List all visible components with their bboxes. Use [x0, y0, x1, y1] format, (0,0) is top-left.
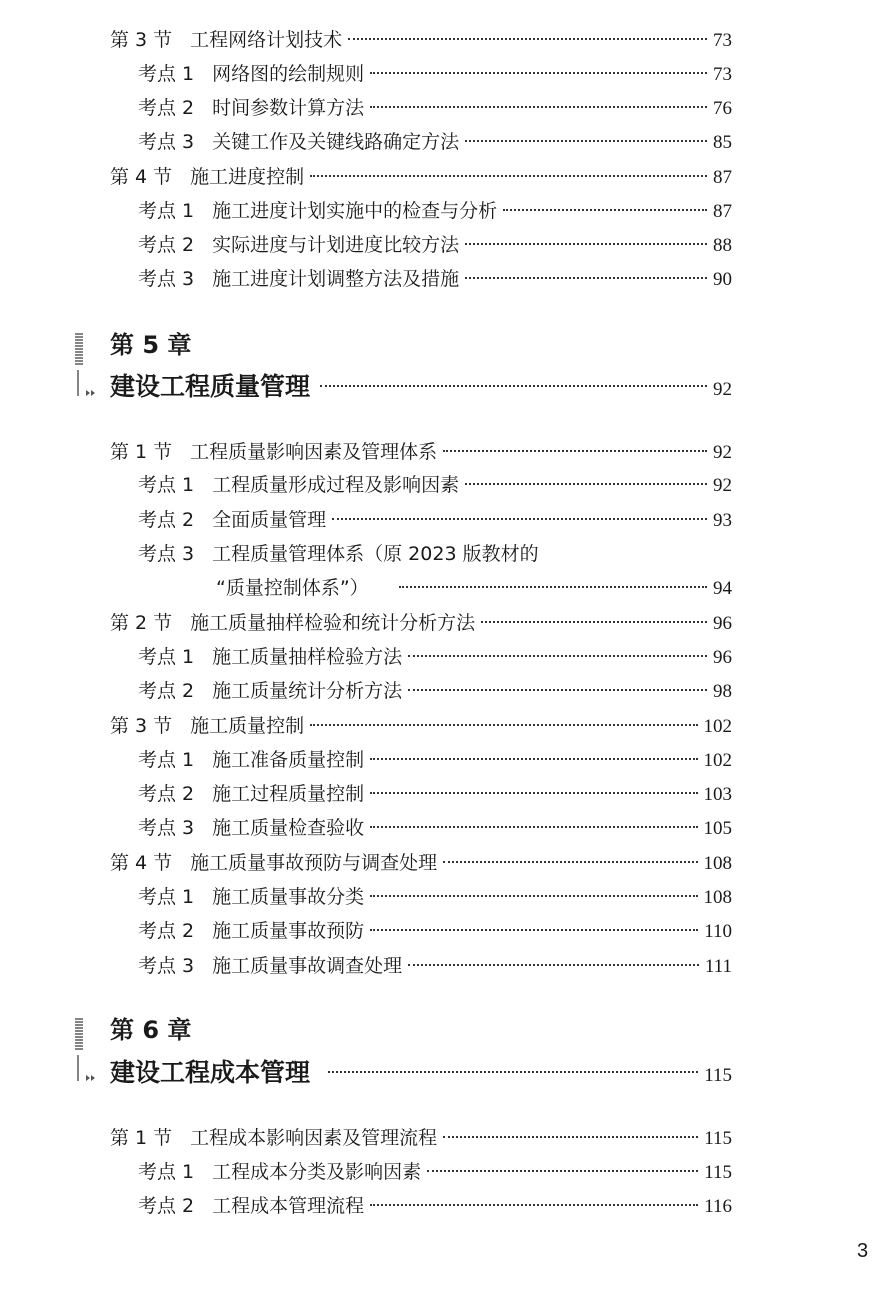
point-label — [138, 952, 402, 980]
section-label — [110, 26, 342, 54]
section-number: 第 1 节 — [110, 441, 173, 463]
toc-section-row[interactable] — [110, 438, 732, 466]
point-number: 考点 1 — [138, 200, 195, 222]
page-ref: 92 — [713, 379, 732, 400]
chapter-marker-icon — [74, 330, 98, 398]
page-ref: 85 — [713, 132, 732, 153]
chapter-title: 建设工程成本管理 — [110, 1058, 311, 1087]
page-ref: 87 — [713, 201, 732, 222]
toc-point-row[interactable] — [138, 1192, 732, 1220]
toc-section-row[interactable] — [110, 26, 732, 54]
page-ref: 110 — [704, 921, 732, 942]
point-number: 考点 2 — [138, 234, 195, 256]
page-ref: 105 — [703, 818, 732, 839]
toc-point-row[interactable] — [138, 780, 732, 808]
point-number: 考点 3 — [138, 131, 195, 153]
dot-leader — [370, 929, 698, 931]
point-label — [138, 94, 364, 122]
point-label — [138, 128, 459, 156]
section-label — [110, 849, 437, 877]
dot-leader — [370, 1204, 698, 1206]
page-ref: 73 — [713, 30, 732, 51]
section-number: 第 4 节 — [110, 852, 173, 874]
dot-leader — [481, 621, 707, 623]
point-title: 施工质量检查验收 — [212, 817, 365, 839]
toc-point-row[interactable] — [138, 265, 732, 293]
point-title-continuation: “质量控制体系”） — [216, 577, 369, 599]
point-title: 实际进度与计划进度比较方法 — [212, 234, 460, 256]
page-number: 3 — [857, 1240, 869, 1262]
toc-point-row[interactable] — [138, 883, 732, 911]
point-number: 考点 2 — [138, 509, 195, 531]
page-ref: 92 — [713, 475, 732, 496]
toc-point-row[interactable] — [138, 471, 732, 499]
toc-point-row[interactable] — [138, 677, 732, 705]
dot-leader — [328, 1071, 698, 1073]
section-label — [110, 438, 437, 466]
page-ref: 103 — [703, 784, 732, 805]
dot-leader — [503, 209, 707, 211]
point-label — [138, 917, 364, 945]
toc-point-row-continuation[interactable] — [216, 574, 732, 602]
toc-point-row[interactable] — [138, 643, 732, 671]
point-number: 考点 2 — [138, 920, 195, 942]
dot-leader — [348, 38, 707, 40]
section-label — [110, 1124, 437, 1152]
dot-leader — [320, 385, 707, 387]
toc-point-row[interactable] — [138, 197, 732, 225]
section-title: 工程成本影响因素及管理流程 — [190, 1127, 438, 1149]
point-title: 施工过程质量控制 — [212, 783, 365, 805]
page-ref: 96 — [713, 647, 732, 668]
point-label — [138, 265, 459, 293]
dot-leader — [370, 758, 697, 760]
point-label — [138, 814, 364, 842]
section-title: 工程质量影响因素及管理体系 — [190, 441, 438, 463]
dot-leader — [332, 518, 707, 520]
section-number: 第 4 节 — [110, 166, 173, 188]
point-label — [138, 506, 326, 534]
dot-leader — [408, 964, 699, 966]
dot-leader — [370, 895, 697, 897]
page-ref: 93 — [713, 510, 732, 531]
point-title: 时间参数计算方法 — [212, 97, 365, 119]
page-ref: 115 — [704, 1162, 732, 1183]
toc-section-row[interactable] — [110, 609, 732, 637]
dot-leader — [443, 450, 707, 452]
dot-leader — [399, 586, 707, 588]
dot-leader — [443, 861, 697, 863]
point-number: 考点 2 — [138, 783, 195, 805]
point-label — [138, 540, 539, 568]
section-title: 施工质量抽样检验和统计分析方法 — [190, 612, 476, 634]
section-number: 第 3 节 — [110, 29, 173, 51]
point-title: 全面质量管理 — [212, 509, 327, 531]
point-title: 施工进度计划调整方法及措施 — [212, 268, 460, 290]
page-ref: 108 — [703, 853, 732, 874]
dot-leader — [310, 175, 707, 177]
point-label — [138, 1192, 364, 1220]
toc-point-row[interactable] — [138, 917, 732, 945]
dot-leader — [408, 655, 707, 657]
point-label — [138, 231, 459, 259]
page-ref: 98 — [713, 681, 732, 702]
point-title: 网络图的绘制规则 — [212, 63, 365, 85]
dot-leader — [408, 689, 707, 691]
point-label — [138, 1158, 421, 1186]
dot-leader — [370, 792, 697, 794]
point-number: 考点 2 — [138, 680, 195, 702]
toc-point-row[interactable] — [138, 60, 732, 88]
section-title: 工程网络计划技术 — [190, 29, 343, 51]
page-ref: 115 — [704, 1065, 732, 1086]
section-title: 施工质量事故预防与调查处理 — [190, 852, 438, 874]
point-title: 工程质量形成过程及影响因素 — [212, 474, 460, 496]
dot-leader — [465, 243, 707, 245]
chapter-heading: 第 6 章 — [110, 1016, 192, 1044]
point-title: 工程质量管理体系（原 2023 版教材的 — [212, 543, 539, 565]
point-title: 施工质量统计分析方法 — [212, 680, 403, 702]
dot-leader — [443, 1136, 698, 1138]
dot-leader — [465, 483, 707, 485]
point-title: 施工质量抽样检验方法 — [212, 646, 403, 668]
section-number: 第 3 节 — [110, 715, 173, 737]
chapter-title: 建设工程质量管理 — [110, 372, 311, 401]
toc-section-row[interactable] — [110, 1124, 732, 1152]
point-label — [138, 677, 402, 705]
toc-section-row[interactable] — [110, 849, 732, 877]
toc-point-row[interactable] — [138, 952, 732, 980]
dot-leader — [370, 106, 707, 108]
point-label — [138, 60, 364, 88]
point-title: 施工质量事故预防 — [212, 920, 365, 942]
page-ref: 73 — [713, 64, 732, 85]
page-ref: 92 — [713, 442, 732, 463]
toc-chapter-row[interactable] — [110, 1055, 732, 1091]
page-ref: 88 — [713, 235, 732, 256]
point-title: 施工准备质量控制 — [212, 749, 365, 771]
dot-leader — [427, 1170, 698, 1172]
toc-point-row[interactable] — [138, 814, 732, 842]
dot-leader — [370, 72, 707, 74]
page-ref: 115 — [704, 1128, 732, 1149]
point-number: 考点 1 — [138, 646, 195, 668]
point-number: 考点 3 — [138, 268, 195, 290]
page-ref: 96 — [713, 613, 732, 634]
point-label — [138, 883, 364, 911]
dot-leader — [465, 140, 707, 142]
toc-point-row[interactable] — [138, 94, 732, 122]
point-number: 考点 1 — [138, 63, 195, 85]
page-ref: 102 — [703, 750, 732, 771]
point-title: 施工质量事故调查处理 — [212, 955, 403, 977]
page-ref: 90 — [713, 269, 732, 290]
toc-point-row[interactable] — [138, 506, 732, 534]
point-number: 考点 1 — [138, 474, 195, 496]
page-ref: 116 — [704, 1196, 732, 1217]
page-ref: 94 — [713, 578, 732, 599]
section-label — [110, 163, 304, 191]
dot-leader — [465, 277, 707, 279]
toc-point-row[interactable] — [138, 128, 732, 156]
page-ref: 87 — [713, 167, 732, 188]
point-label — [138, 197, 497, 225]
section-title: 施工进度控制 — [190, 166, 305, 188]
point-title: 工程成本分类及影响因素 — [212, 1161, 422, 1183]
toc-point-row[interactable] — [138, 540, 732, 568]
point-label — [138, 746, 364, 774]
section-number: 第 1 节 — [110, 1127, 173, 1149]
point-number: 考点 2 — [138, 97, 195, 119]
point-label — [138, 471, 459, 499]
point-label — [138, 643, 402, 671]
section-number: 第 2 节 — [110, 612, 173, 634]
point-number: 考点 3 — [138, 955, 195, 977]
toc-section-row[interactable] — [110, 712, 732, 740]
page-ref: 111 — [704, 956, 732, 977]
point-number: 考点 3 — [138, 817, 195, 839]
section-label — [110, 712, 304, 740]
point-number: 考点 1 — [138, 749, 195, 771]
section-label — [110, 609, 475, 637]
page-ref: 76 — [713, 98, 732, 119]
dot-leader — [310, 724, 697, 726]
page-ref: 102 — [703, 716, 732, 737]
toc-chapter-row[interactable] — [110, 369, 732, 405]
toc-point-row[interactable] — [138, 1158, 732, 1186]
point-number: 考点 1 — [138, 1161, 195, 1183]
toc-point-row[interactable] — [138, 746, 732, 774]
toc-point-row[interactable] — [138, 231, 732, 259]
dot-leader — [370, 826, 697, 828]
point-title: 施工质量事故分类 — [212, 886, 365, 908]
toc-section-row[interactable] — [110, 163, 732, 191]
section-title: 施工质量控制 — [190, 715, 305, 737]
chapter-heading: 第 5 章 — [110, 331, 192, 359]
point-title: 施工进度计划实施中的检查与分析 — [212, 200, 498, 222]
point-number: 考点 1 — [138, 886, 195, 908]
chapter-marker-icon — [74, 1015, 98, 1083]
point-number: 考点 3 — [138, 543, 195, 565]
point-number: 考点 2 — [138, 1195, 195, 1217]
point-title: 工程成本管理流程 — [212, 1195, 365, 1217]
page-ref: 108 — [703, 887, 732, 908]
point-label — [138, 780, 364, 808]
point-title: 关键工作及关键线路确定方法 — [212, 131, 460, 153]
